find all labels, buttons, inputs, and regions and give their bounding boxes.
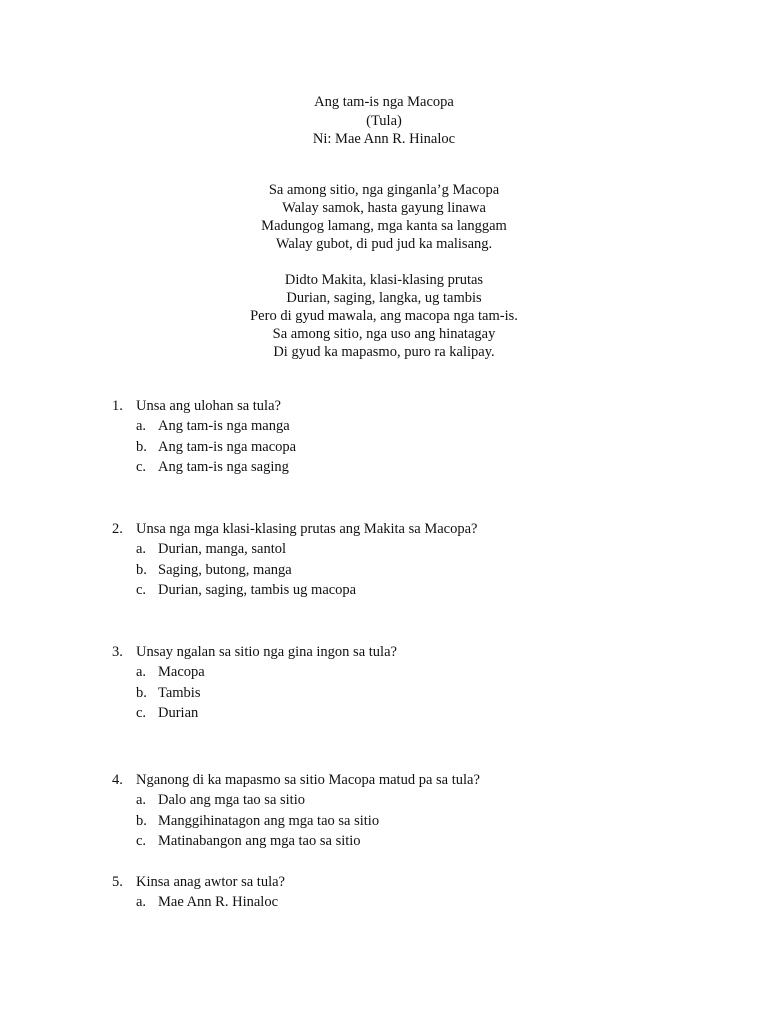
choice-text: Ang tam-is nga macopa	[158, 438, 297, 455]
choice-item	[112, 560, 712, 581]
poem-line: Walay gubot, di pud jud ka malisang.	[275, 236, 493, 252]
choice-letter: c.	[136, 833, 147, 849]
poem-genre: (Tula)	[366, 112, 402, 129]
question-stem	[112, 519, 712, 539]
choice-text: Saging, butong, manga	[158, 561, 292, 578]
poem-line: Walay samok, hasta gayung linawa	[282, 200, 486, 216]
poem-line: Sa among sitio, nga ginganla’g Macopa	[268, 182, 500, 198]
question-text: Nganong di ka mapasmo sa sitio Macopa matud pa sa tula?	[136, 772, 480, 788]
choice-item	[112, 539, 712, 560]
choice-letter: a.	[136, 894, 147, 910]
poem-line: Di gyud ka mapasmo, puro ra kalipay.	[273, 344, 495, 360]
question-stem	[112, 396, 712, 416]
choice-text: Durian	[158, 705, 199, 721]
choice-item	[112, 790, 712, 811]
choice-item	[112, 683, 712, 704]
choice-text: Durian, manga, santol	[158, 541, 287, 557]
poem-stanza-1	[0, 181, 768, 253]
choice-letter: a.	[136, 792, 147, 808]
poem-line: Madungog lamang, mga kanta sa langgam	[261, 218, 507, 234]
choice-letter: c.	[136, 705, 147, 721]
question-number: 5.	[112, 874, 123, 890]
question-5	[112, 872, 712, 913]
choice-text: Matinabangon ang mga tao sa sitio	[158, 833, 361, 849]
poem-title: Ang tam-is nga Macopa	[314, 94, 454, 110]
poem-line: Pero di gyud mawala, ang macopa nga tam-is.	[250, 308, 518, 324]
choice-letter: a.	[136, 418, 147, 434]
question-text: Unsay ngalan sa sitio nga gina ingon sa tula?	[136, 644, 397, 660]
choice-item	[112, 831, 712, 852]
choice-letter: a.	[136, 541, 147, 557]
poem-line: Didto Makita, klasi-klasing prutas	[284, 272, 484, 288]
choice-letter: b.	[136, 561, 147, 578]
question-3	[112, 642, 712, 724]
question-1	[112, 396, 712, 478]
choice-text: Manggihinatagon ang mga tao sa sitio	[158, 812, 380, 829]
choice-letter: b.	[136, 812, 147, 829]
question-number: 1.	[112, 398, 123, 414]
choice-item	[112, 811, 712, 832]
question-number: 2.	[112, 521, 123, 537]
question-stem	[112, 642, 712, 662]
choice-text: Dalo ang mga tao sa sitio	[158, 792, 305, 808]
poem-line: Durian, saging, langka, ug tambis	[286, 290, 482, 306]
choice-text: Tambis	[158, 684, 201, 701]
question-stem	[112, 770, 712, 790]
question-text: Unsa ang ulohan sa tula?	[136, 398, 281, 414]
choice-item	[112, 437, 712, 458]
choice-letter: c.	[136, 459, 147, 475]
choice-text: Ang tam-is nga manga	[158, 418, 290, 434]
choice-text: Macopa	[158, 664, 205, 680]
poem-author: Ni: Mae Ann R. Hinaloc	[312, 131, 456, 147]
choice-text: Durian, saging, tambis ug macopa	[158, 582, 357, 598]
poem-header	[0, 93, 768, 149]
choice-letter: b.	[136, 684, 147, 701]
choice-letter: a.	[136, 664, 147, 680]
question-2	[112, 519, 712, 601]
question-text: Kinsa anag awtor sa tula?	[136, 874, 285, 890]
choice-item	[112, 892, 712, 913]
choice-letter: c.	[136, 582, 147, 598]
choice-item	[112, 416, 712, 437]
question-text: Unsa nga mga klasi-klasing prutas ang Makita sa Macopa?	[136, 521, 478, 537]
poem-stanza-2	[0, 271, 768, 361]
question-number: 3.	[112, 644, 123, 660]
choice-item	[112, 662, 712, 683]
choice-text: Ang tam-is nga saging	[158, 459, 289, 475]
choice-item	[112, 457, 712, 478]
question-stem	[112, 872, 712, 892]
choice-item	[112, 580, 712, 601]
question-number: 4.	[112, 772, 123, 788]
choice-text: Mae Ann R. Hinaloc	[158, 894, 279, 910]
choice-item	[112, 703, 712, 724]
choice-letter: b.	[136, 438, 147, 455]
poem-line: Sa among sitio, nga uso ang hinatagay	[272, 326, 496, 342]
question-4	[112, 770, 712, 852]
